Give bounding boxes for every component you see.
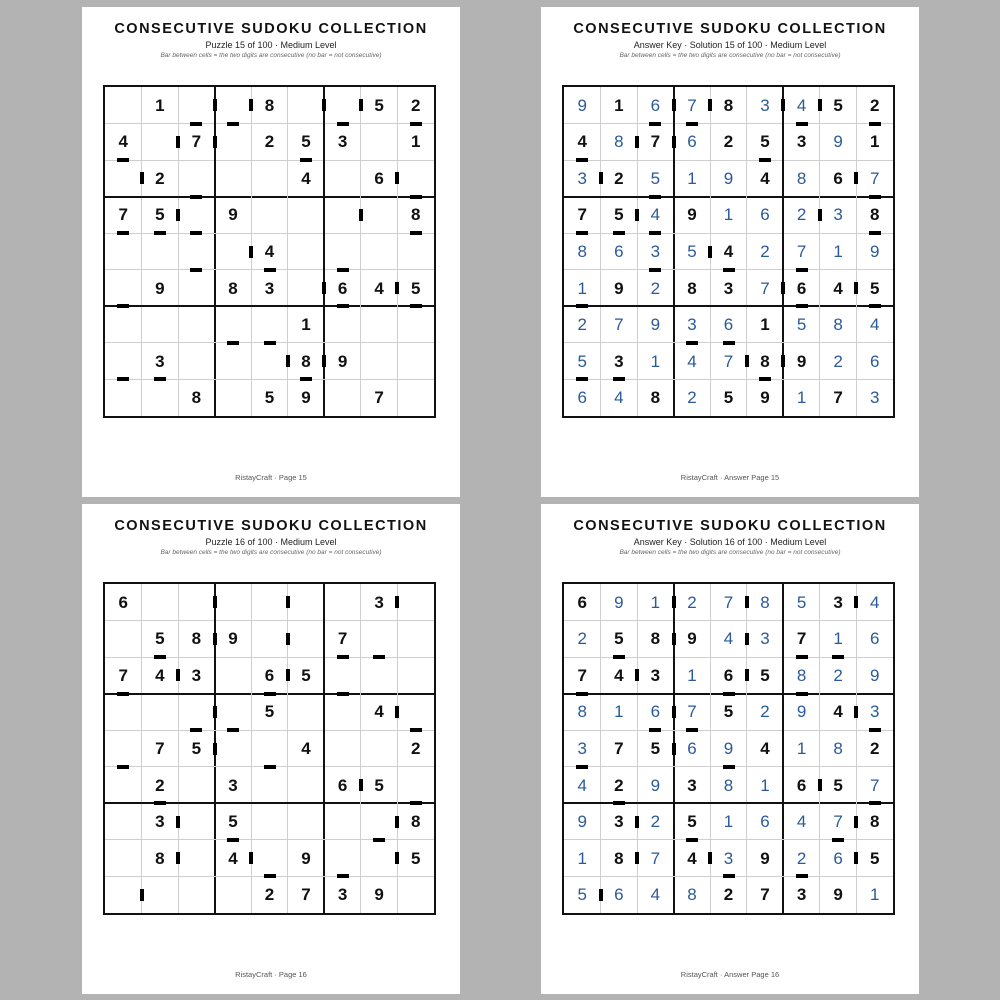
given-digit: 7 xyxy=(301,885,311,905)
given-digit: 6 xyxy=(118,592,128,612)
solution-digit: 2 xyxy=(650,278,661,298)
given-digit: 2 xyxy=(155,775,165,795)
given-digit: 9 xyxy=(301,848,311,868)
answer-page-15 xyxy=(541,7,919,497)
given-digit: 6 xyxy=(833,168,843,188)
page-title: CONSECUTIVE SUDOKU COLLECTION xyxy=(114,518,428,534)
solution-digit: 5 xyxy=(796,315,807,335)
solution-digit: 3 xyxy=(760,95,770,115)
given-digit: 5 xyxy=(614,205,624,225)
solution-digit: 9 xyxy=(577,95,587,115)
given-digit: 7 xyxy=(118,205,128,225)
solution-digit: 1 xyxy=(796,388,807,408)
given-digit: 9 xyxy=(337,351,348,371)
given-digit: 6 xyxy=(723,665,734,685)
given-digit: 9 xyxy=(228,629,238,649)
page-footer: RistayCraft · Page 15 xyxy=(235,473,307,482)
given-digit: 9 xyxy=(760,848,770,868)
page-footer: RistayCraft · Page 16 xyxy=(235,970,307,979)
solution-digit: 8 xyxy=(833,315,843,335)
given-digit: 3 xyxy=(374,592,384,612)
solution-digit: 9 xyxy=(577,812,587,832)
solution-digit: 1 xyxy=(723,205,734,225)
given-digit: 6 xyxy=(796,278,807,298)
given-digit: 7 xyxy=(833,388,843,408)
solution-digit: 6 xyxy=(833,848,843,868)
given-digit: 2 xyxy=(410,95,421,115)
consecutive-bar xyxy=(227,341,239,345)
rule-note: Bar between cells = the two digits are consecutive (no bar = not consecutive) xyxy=(160,52,382,59)
solution-digit: 3 xyxy=(577,738,587,758)
solution-digit: 6 xyxy=(650,702,661,722)
given-digit: 2 xyxy=(723,132,734,152)
given-digit: 1 xyxy=(760,315,770,335)
given-digit: 7 xyxy=(118,665,128,685)
solution-digit: 6 xyxy=(869,351,880,371)
given-digit: 3 xyxy=(833,592,843,612)
solution-digit: 1 xyxy=(869,885,880,905)
consecutive-bar xyxy=(286,633,290,645)
consecutive-bar xyxy=(264,341,276,345)
solution-digit: 6 xyxy=(760,205,770,225)
solution-digit: 3 xyxy=(723,848,734,868)
given-digit: 7 xyxy=(650,132,661,152)
solution-digit: 6 xyxy=(687,738,697,758)
solution-digit: 1 xyxy=(687,665,697,685)
given-digit: 1 xyxy=(155,95,165,115)
consecutive-bar xyxy=(227,122,239,126)
page-footer: RistayCraft · Answer Page 15 xyxy=(680,473,780,482)
page-subtitle: Puzzle 16 of 100 · Medium Level xyxy=(205,537,337,547)
given-digit: 8 xyxy=(191,388,202,408)
given-digit: 1 xyxy=(614,95,624,115)
solution-digit: 8 xyxy=(614,132,624,152)
given-digit: 5 xyxy=(723,388,734,408)
given-digit: 5 xyxy=(410,848,421,868)
given-digit: 3 xyxy=(155,812,165,832)
solution-digit: 1 xyxy=(687,168,697,188)
given-digit: 5 xyxy=(687,812,697,832)
solution-digit: 1 xyxy=(650,592,661,612)
given-digit: 3 xyxy=(687,775,697,795)
solution-digit: 4 xyxy=(869,315,880,335)
given-digit: 4 xyxy=(374,702,384,722)
given-digit: 5 xyxy=(760,132,770,152)
given-digit: 7 xyxy=(614,738,624,758)
solution-digit: 6 xyxy=(760,812,770,832)
given-digit: 3 xyxy=(228,775,238,795)
consecutive-bar xyxy=(286,596,290,608)
given-digit: 5 xyxy=(264,702,275,722)
given-digit: 4 xyxy=(374,278,384,298)
given-digit: 6 xyxy=(264,665,275,685)
given-digit: 9 xyxy=(155,278,165,298)
solution-digit: 7 xyxy=(687,95,697,115)
given-digit: 2 xyxy=(614,775,624,795)
consecutive-bar xyxy=(117,377,129,381)
solution-digit: 3 xyxy=(833,205,843,225)
given-digit: 5 xyxy=(374,775,384,795)
given-digit: 8 xyxy=(650,629,661,649)
puzzle-page-15 xyxy=(82,7,460,497)
given-digit: 6 xyxy=(374,168,384,188)
given-digit: 8 xyxy=(228,278,238,298)
page-footer: RistayCraft · Answer Page 16 xyxy=(680,970,780,979)
given-digit: 5 xyxy=(374,95,384,115)
given-digit: 2 xyxy=(155,168,165,188)
solution-digit: 7 xyxy=(723,592,734,612)
given-digit: 4 xyxy=(228,848,238,868)
given-digit: 6 xyxy=(337,775,348,795)
rule-note: Bar between cells = the two digits are consecutive (no bar = not consecutive) xyxy=(619,549,841,556)
given-digit: 4 xyxy=(760,168,770,188)
solution-digit: 3 xyxy=(869,702,880,722)
given-digit: 3 xyxy=(723,278,734,298)
consecutive-bar xyxy=(227,728,239,732)
given-digit: 1 xyxy=(301,315,311,335)
given-digit: 8 xyxy=(191,629,202,649)
solution-digit: 2 xyxy=(833,665,843,685)
given-digit: 5 xyxy=(614,629,624,649)
solution-digit: 8 xyxy=(687,885,697,905)
consecutive-bar xyxy=(190,195,202,199)
given-digit: 9 xyxy=(614,278,624,298)
given-digit: 9 xyxy=(687,205,697,225)
given-digit: 4 xyxy=(264,241,275,261)
given-digit: 7 xyxy=(577,205,587,225)
solution-digit: 2 xyxy=(796,205,807,225)
solution-digit: 5 xyxy=(650,168,661,188)
given-digit: 8 xyxy=(614,848,624,868)
solution-digit: 9 xyxy=(650,315,661,335)
rule-note: Bar between cells = the two digits are consecutive (no bar = not consecutive) xyxy=(619,52,841,59)
given-digit: 4 xyxy=(687,848,697,868)
given-digit: 8 xyxy=(869,812,880,832)
given-digit: 1 xyxy=(410,132,421,152)
solution-digit: 7 xyxy=(796,241,807,261)
page-title: CONSECUTIVE SUDOKU COLLECTION xyxy=(573,21,887,37)
solution-digit: 6 xyxy=(650,95,661,115)
solution-digit: 9 xyxy=(833,132,843,152)
given-digit: 7 xyxy=(796,629,807,649)
solution-digit: 1 xyxy=(577,278,587,298)
given-digit: 5 xyxy=(723,702,734,722)
given-digit: 4 xyxy=(760,738,770,758)
solution-digit: 8 xyxy=(796,665,807,685)
given-digit: 3 xyxy=(614,812,624,832)
given-digit: 6 xyxy=(337,278,348,298)
solution-digit: 1 xyxy=(614,702,624,722)
given-digit: 8 xyxy=(410,205,421,225)
given-digit: 9 xyxy=(760,388,770,408)
given-digit: 2 xyxy=(869,738,880,758)
rule-note: Bar between cells = the two digits are consecutive (no bar = not consecutive) xyxy=(160,549,382,556)
puzzle-page-16 xyxy=(82,504,460,994)
given-digit: 8 xyxy=(869,205,880,225)
solution-digit: 8 xyxy=(796,168,807,188)
solution-digit: 5 xyxy=(687,241,697,261)
consecutive-bar xyxy=(140,889,144,901)
solution-digit: 4 xyxy=(650,205,661,225)
given-digit: 3 xyxy=(337,132,348,152)
solution-digit: 4 xyxy=(796,95,807,115)
given-digit: 4 xyxy=(723,241,734,261)
solution-digit: 8 xyxy=(760,592,770,612)
sudoku-grid xyxy=(103,582,436,915)
solution-digit: 2 xyxy=(687,592,697,612)
solution-digit: 7 xyxy=(869,775,880,795)
solution-digit: 7 xyxy=(614,315,624,335)
solution-digit: 2 xyxy=(796,848,807,868)
given-digit: 9 xyxy=(833,885,843,905)
solution-digit: 3 xyxy=(760,629,770,649)
consecutive-bar xyxy=(213,706,217,718)
solution-digit: 9 xyxy=(723,738,734,758)
solution-digit: 9 xyxy=(869,665,880,685)
consecutive-bar xyxy=(213,99,217,111)
solution-digit: 2 xyxy=(577,629,587,649)
solution-digit: 9 xyxy=(614,592,624,612)
solution-digit: 8 xyxy=(833,738,843,758)
solution-digit: 4 xyxy=(577,775,587,795)
given-digit: 5 xyxy=(833,95,843,115)
given-digit: 3 xyxy=(264,278,275,298)
given-digit: 5 xyxy=(869,848,880,868)
given-digit: 8 xyxy=(760,351,770,371)
given-digit: 7 xyxy=(760,885,770,905)
solution-digit: 8 xyxy=(577,241,587,261)
page-title: CONSECUTIVE SUDOKU COLLECTION xyxy=(573,518,887,534)
consecutive-bar xyxy=(264,765,276,769)
given-digit: 1 xyxy=(869,132,880,152)
given-digit: 5 xyxy=(191,738,202,758)
given-digit: 5 xyxy=(155,629,165,649)
solution-digit: 1 xyxy=(723,812,734,832)
given-digit: 7 xyxy=(374,388,384,408)
given-digit: 3 xyxy=(191,665,202,685)
given-digit: 4 xyxy=(833,702,843,722)
solution-digit: 4 xyxy=(869,592,880,612)
solution-digit: 5 xyxy=(796,592,807,612)
given-digit: 5 xyxy=(264,388,275,408)
sudoku-grid xyxy=(562,582,895,915)
given-digit: 2 xyxy=(614,168,624,188)
given-digit: 2 xyxy=(869,95,880,115)
solution-digit: 2 xyxy=(650,812,661,832)
solution-digit: 3 xyxy=(577,168,587,188)
solution-digit: 9 xyxy=(869,241,880,261)
solution-digit: 9 xyxy=(796,702,807,722)
solution-digit: 9 xyxy=(723,168,734,188)
solution-digit: 2 xyxy=(833,351,843,371)
solution-digit: 4 xyxy=(650,885,661,905)
given-digit: 9 xyxy=(796,351,807,371)
solution-digit: 6 xyxy=(687,132,697,152)
given-digit: 8 xyxy=(723,95,734,115)
consecutive-bar xyxy=(337,692,349,696)
solution-digit: 5 xyxy=(577,351,587,371)
solution-digit: 2 xyxy=(687,388,697,408)
given-digit: 9 xyxy=(374,885,384,905)
solution-digit: 3 xyxy=(650,241,661,261)
given-digit: 9 xyxy=(301,388,311,408)
solution-digit: 8 xyxy=(723,775,734,795)
given-digit: 3 xyxy=(796,885,807,905)
solution-digit: 1 xyxy=(760,775,770,795)
given-digit: 6 xyxy=(577,592,587,612)
given-digit: 4 xyxy=(301,738,311,758)
given-digit: 4 xyxy=(155,665,165,685)
given-digit: 5 xyxy=(833,775,843,795)
page-subtitle: Answer Key · Solution 15 of 100 · Medium Level xyxy=(633,40,827,50)
sudoku-grid xyxy=(103,85,436,418)
solution-digit: 6 xyxy=(869,629,880,649)
given-digit: 4 xyxy=(118,132,128,152)
given-digit: 3 xyxy=(155,351,165,371)
given-digit: 2 xyxy=(723,885,734,905)
consecutive-bar xyxy=(117,304,129,308)
solution-digit: 7 xyxy=(650,848,661,868)
solution-digit: 6 xyxy=(723,315,734,335)
consecutive-bar xyxy=(213,596,217,608)
solution-digit: 9 xyxy=(650,775,661,795)
given-digit: 3 xyxy=(796,132,807,152)
solution-digit: 4 xyxy=(796,812,807,832)
given-digit: 8 xyxy=(301,351,311,371)
consecutive-bar xyxy=(373,655,385,659)
given-digit: 4 xyxy=(577,132,587,152)
page-subtitle: Answer Key · Solution 16 of 100 · Medium Level xyxy=(633,537,827,547)
sudoku-grid xyxy=(562,85,895,418)
given-digit: 4 xyxy=(833,278,843,298)
solution-digit: 3 xyxy=(687,315,697,335)
solution-digit: 4 xyxy=(614,388,624,408)
solution-digit: 2 xyxy=(760,702,770,722)
given-digit: 4 xyxy=(301,168,311,188)
given-digit: 8 xyxy=(410,812,421,832)
consecutive-bar xyxy=(359,209,363,221)
given-digit: 2 xyxy=(410,738,421,758)
solution-digit: 6 xyxy=(614,885,624,905)
given-digit: 5 xyxy=(228,812,238,832)
given-digit: 5 xyxy=(301,132,311,152)
consecutive-bar xyxy=(190,231,202,235)
given-digit: 5 xyxy=(869,278,880,298)
consecutive-bar xyxy=(322,99,326,111)
given-digit: 6 xyxy=(796,775,807,795)
solution-digit: 7 xyxy=(760,278,770,298)
solution-digit: 7 xyxy=(833,812,843,832)
given-digit: 2 xyxy=(264,132,275,152)
given-digit: 3 xyxy=(650,665,661,685)
given-digit: 5 xyxy=(650,738,661,758)
page-subtitle: Puzzle 15 of 100 · Medium Level xyxy=(205,40,337,50)
page-title: CONSECUTIVE SUDOKU COLLECTION xyxy=(114,21,428,37)
consecutive-bar xyxy=(373,838,385,842)
given-digit: 3 xyxy=(614,351,624,371)
solution-digit: 7 xyxy=(687,702,697,722)
given-digit: 7 xyxy=(337,629,348,649)
solution-digit: 1 xyxy=(833,241,843,261)
given-digit: 9 xyxy=(228,205,238,225)
given-digit: 8 xyxy=(687,278,697,298)
solution-digit: 4 xyxy=(687,351,697,371)
given-digit: 7 xyxy=(577,665,587,685)
given-digit: 8 xyxy=(155,848,165,868)
given-digit: 5 xyxy=(410,278,421,298)
given-digit: 3 xyxy=(337,885,348,905)
solution-digit: 1 xyxy=(796,738,807,758)
given-digit: 9 xyxy=(687,629,697,649)
given-digit: 8 xyxy=(650,388,661,408)
given-digit: 2 xyxy=(264,885,275,905)
solution-digit: 6 xyxy=(614,241,624,261)
solution-digit: 7 xyxy=(723,351,734,371)
solution-digit: 5 xyxy=(577,885,587,905)
solution-digit: 7 xyxy=(869,168,880,188)
given-digit: 5 xyxy=(155,205,165,225)
given-digit: 4 xyxy=(614,665,624,685)
given-digit: 5 xyxy=(301,665,311,685)
solution-digit: 1 xyxy=(650,351,661,371)
solution-digit: 2 xyxy=(760,241,770,261)
solution-digit: 1 xyxy=(577,848,587,868)
consecutive-bar xyxy=(117,765,129,769)
solution-digit: 3 xyxy=(869,388,880,408)
solution-digit: 2 xyxy=(577,315,587,335)
consecutive-bar xyxy=(190,268,202,272)
solution-digit: 8 xyxy=(577,702,587,722)
answer-page-16 xyxy=(541,504,919,994)
solution-digit: 4 xyxy=(723,629,734,649)
given-digit: 8 xyxy=(264,95,275,115)
given-digit: 7 xyxy=(155,738,165,758)
solution-digit: 6 xyxy=(577,388,587,408)
solution-digit: 1 xyxy=(833,629,843,649)
given-digit: 7 xyxy=(191,132,202,152)
given-digit: 5 xyxy=(760,665,770,685)
